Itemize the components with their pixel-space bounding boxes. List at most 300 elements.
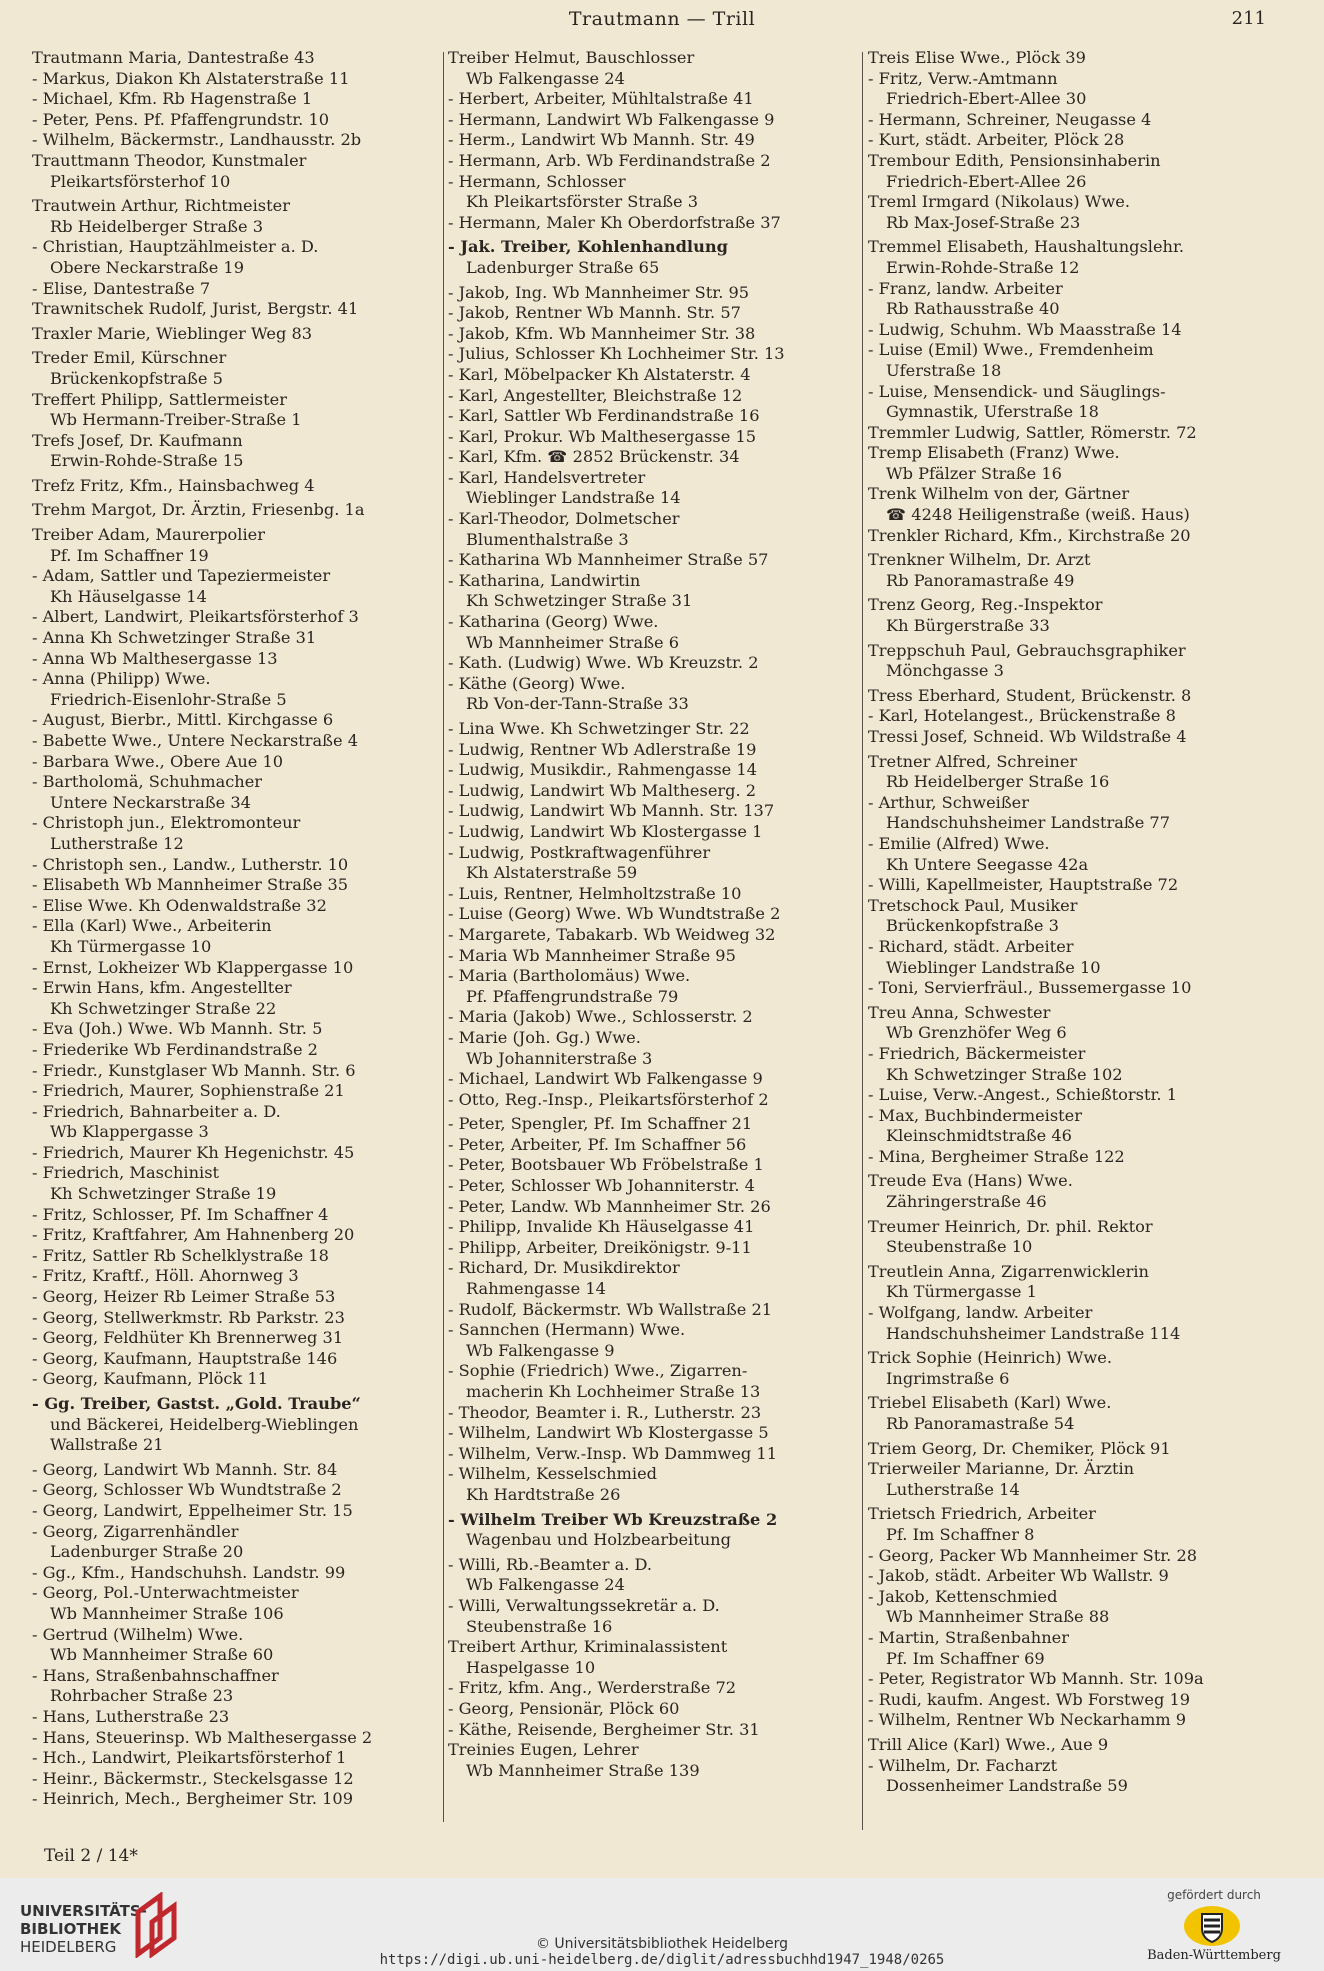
entry-continuation-line: Kh Untere Seegasse 42a — [886, 854, 1089, 874]
entry-continuation-line: Wb Hermann-Treiber-Straße 1 — [50, 410, 302, 430]
copyright-text: © Universitätsbibliothek Heidelberg — [535, 1936, 788, 1952]
entry-name-line: Treml Irmgard (Nikolaus) Wwe. — [868, 192, 1130, 212]
entry-name-line: - Ludwig, Postkraftwagenführer — [448, 842, 711, 862]
entry-name-line: - Kath. (Ludwig) Wwe. Wb Kreuzstr. 2 — [448, 653, 759, 673]
entry-name-line: Treiber Helmut, Bauschlosser — [448, 48, 695, 67]
directory-entry — [32, 752, 442, 773]
entry-name-line: - Wilhelm, Kesselschmied — [448, 1464, 658, 1484]
entry-name-line: - Wilhelm, Verw.-Insp. Wb Dammweg 11 — [448, 1443, 778, 1463]
entry-continuation-line: Lutherstraße 12 — [50, 833, 184, 853]
directory-entry — [448, 1464, 866, 1505]
viewer-footer — [0, 1878, 1324, 1971]
directory-entry — [868, 110, 1294, 131]
entry-name-line: - Toni, Servierfräul., Bussemergasse 10 — [868, 978, 1192, 998]
entry-name-line: Treude Eva (Hans) Wwe. — [868, 1171, 1073, 1191]
entry-name-line: Trierweiler Marianne, Dr. Ärztin — [868, 1459, 1135, 1479]
entry-continuation-line: Brückenkopfstraße 3 — [886, 916, 1059, 936]
directory-entry — [32, 978, 442, 1019]
entry-continuation-line: Wb Pfälzer Straße 16 — [886, 463, 1062, 483]
entry-continuation-line: Wb Falkengasse 9 — [466, 1340, 615, 1360]
entry-name-line: - Albert, Landwirt, Pleikartsförsterhof 3 — [32, 607, 359, 627]
directory-entry — [32, 875, 442, 896]
entry-continuation-line: Ingrimstraße 6 — [886, 1368, 1010, 1388]
entry-continuation-line: Zähringerstraße 46 — [886, 1192, 1047, 1212]
entry-name-line: - Georg, Landwirt Wb Mannh. Str. 84 — [32, 1459, 338, 1479]
entry-continuation-line: Wb Klappergasse 3 — [50, 1122, 209, 1142]
directory-entry — [32, 669, 442, 710]
directory-entry — [448, 884, 866, 905]
entry-name-line: - Fritz, kfm. Ang., Werderstraße 72 — [448, 1678, 737, 1698]
entry-name-line: Trautwein Arthur, Richtmeister — [32, 196, 290, 216]
directory-entry — [32, 1287, 442, 1308]
entry-continuation-line: Kh Hardtstraße 26 — [466, 1484, 621, 1504]
entry-continuation-line: Gymnastik, Uferstraße 18 — [886, 402, 1099, 422]
directory-entry — [448, 427, 866, 448]
directory-entry — [448, 1361, 866, 1402]
entry-name-line: - Georg, Kaufmann, Plöck 11 — [32, 1369, 268, 1389]
library-name-line: UNIVERSITÄTS- — [20, 1902, 147, 1920]
entry-name-line: Trenkler Richard, Kfm., Kirchstraße 20 — [868, 525, 1191, 545]
entry-continuation-line: Erwin-Rohde-Straße 15 — [50, 451, 244, 471]
directory-entry — [32, 279, 442, 300]
entry-continuation-line: Rb Heidelberger Straße 16 — [886, 772, 1110, 792]
entry-name-line: - Georg, Packer Wb Mannheimer Str. 28 — [868, 1545, 1198, 1565]
directory-entry — [448, 344, 866, 365]
directory-entry — [32, 1266, 442, 1287]
entry-name-line: - Georg, Landwirt, Eppelheimer Str. 15 — [32, 1500, 353, 1520]
directory-entry — [868, 1546, 1294, 1567]
entry-name-line: - Maria (Bartholomäus) Wwe. — [448, 966, 691, 986]
entry-continuation-line: Pleikartsförsterhof 10 — [50, 171, 231, 191]
entry-name-line: - Fritz, Kraftf., Höll. Ahornweg 3 — [32, 1266, 299, 1286]
entry-continuation-line: Friedrich-Eisenlohr-Straße 5 — [50, 689, 287, 709]
entry-name-line: - Georg, Pensionär, Plöck 60 — [448, 1698, 680, 1718]
directory-entry — [868, 550, 1294, 591]
directory-entry — [448, 1403, 866, 1424]
directory-entry — [448, 237, 866, 278]
entry-name-line: - Käthe (Georg) Wwe. — [448, 673, 626, 693]
entry-name-line: - Ludwig, Musikdir., Rahmengasse 14 — [448, 760, 758, 780]
entry-name-line: - Elise Wwe. Kh Odenwaldstraße 32 — [32, 895, 327, 915]
entry-name-line: - Hermann, Arb. Wb Ferdinandstraße 2 — [448, 150, 771, 170]
entry-continuation-line: Handschuhsheimer Landstraße 114 — [886, 1323, 1181, 1343]
entry-name-line: - Kurt, städt. Arbeiter, Plöck 28 — [868, 130, 1125, 150]
directory-entry — [32, 110, 442, 131]
entry-name-line: - Hermann, Maler Kh Oberdorfstraße 37 — [448, 212, 781, 232]
directory-entry — [448, 365, 866, 386]
directory-entry — [32, 1666, 442, 1707]
directory-entry — [32, 1522, 442, 1563]
directory-entry — [32, 896, 442, 917]
entry-continuation-line: Rb Rathausstraße 40 — [886, 299, 1060, 319]
directory-entry — [868, 706, 1294, 727]
directory-entry — [448, 1028, 866, 1069]
entry-name-line: Tremmel Elisabeth, Haushaltungslehr. — [868, 237, 1185, 257]
entry-name-line: - Elisabeth Wb Mannheimer Straße 35 — [32, 875, 349, 895]
entry-continuation-line: Kh Schwetzinger Straße 19 — [50, 1184, 277, 1204]
entry-name-line: - Gg. Treiber, Gastst. „Gold. Traube“ — [32, 1394, 361, 1413]
entry-name-line: Triebel Elisabeth (Karl) Wwe. — [868, 1393, 1112, 1413]
directory-entry — [32, 566, 442, 607]
entry-name-line: Tretschock Paul, Musiker — [868, 895, 1078, 915]
entry-name-line: Trefs Josef, Dr. Kaufmann — [32, 430, 243, 450]
directory-entry — [32, 1205, 442, 1226]
entry-name-line: - Karl, Handelsvertreter — [448, 467, 646, 487]
entry-name-line: - Georg, Zigarrenhändler — [32, 1521, 239, 1541]
directory-entry — [32, 649, 442, 670]
directory-entry — [868, 1085, 1294, 1106]
document-url[interactable]: https://digi.ub.uni-heidelberg.de/diglit/adressbuchhd1947_1948/0265 — [379, 1952, 945, 1968]
directory-entry — [448, 386, 866, 407]
directory-entry — [868, 151, 1294, 192]
entry-name-line: Trick Sophie (Heinrich) Wwe. — [868, 1348, 1112, 1368]
directory-entry — [448, 822, 866, 843]
directory-entry — [868, 1217, 1294, 1258]
entry-name-line: - Arthur, Schweißer — [868, 792, 1029, 812]
directory-entry — [868, 1262, 1294, 1303]
entry-name-line: - Jakob, Ing. Wb Mannheimer Str. 95 — [448, 282, 750, 302]
entry-continuation-line: Friedrich-Ebert-Allee 30 — [886, 89, 1087, 109]
entry-continuation-line: Wb Mannheimer Straße 6 — [466, 632, 680, 652]
directory-entry — [868, 192, 1294, 233]
entry-name-line: - Ludwig, Schuhm. Wb Maasstraße 14 — [868, 319, 1182, 339]
entry-name-line: - Georg, Schlosser Wb Wundtstraße 2 — [32, 1480, 342, 1500]
entry-name-line: - Friedrich, Maurer, Sophienstraße 21 — [32, 1081, 345, 1101]
entry-name-line: - Philipp, Arbeiter, Dreikönigstr. 9-11 — [448, 1237, 752, 1257]
entry-name-line: - Jakob, Kfm. Wb Mannheimer Str. 38 — [448, 323, 756, 343]
directory-entry — [448, 1510, 866, 1551]
directory-entry — [868, 340, 1294, 381]
entry-name-line: - Wilhelm, Rentner Wb Neckarhamm 9 — [868, 1710, 1187, 1730]
directory-entry — [868, 1628, 1294, 1669]
entry-name-line: - Wilhelm Treiber Wb Kreuzstraße 2 — [448, 1509, 778, 1529]
entry-name-line: - Mina, Bergheimer Straße 122 — [868, 1146, 1125, 1166]
directory-entry — [448, 130, 866, 151]
directory-entry — [32, 1081, 442, 1102]
directory-entry — [32, 476, 442, 497]
entry-continuation-line: Rohrbacher Straße 23 — [50, 1686, 234, 1706]
entry-name-line: - Theodor, Beamter i. R., Lutherstr. 23 — [448, 1402, 762, 1422]
directory-entry — [448, 571, 866, 612]
entry-continuation-line: Wb Mannheimer Straße 88 — [886, 1607, 1110, 1627]
directory-entry — [868, 595, 1294, 636]
directory-entry — [868, 1504, 1294, 1545]
directory-entry — [32, 525, 442, 566]
directory-entry — [32, 1246, 442, 1267]
directory-entry — [868, 1044, 1294, 1085]
entry-continuation-line: macherin Kh Lochheimer Straße 13 — [466, 1382, 761, 1401]
directory-entry — [32, 628, 442, 649]
directory-entry — [868, 875, 1294, 896]
directory-entry — [868, 1393, 1294, 1434]
page-header — [0, 6, 1324, 34]
entry-name-line: - Anna Kh Schwetzinger Straße 31 — [32, 628, 317, 648]
entry-name-line: - Georg, Feldhüter Kh Brennerweg 31 — [32, 1328, 344, 1348]
entry-name-line: - Gertrud (Wilhelm) Wwe. — [32, 1624, 244, 1644]
entry-name-line: - Christoph sen., Landw., Lutherstr. 10 — [32, 854, 349, 874]
entry-name-line: Tress Eberhard, Student, Brückenstr. 8 — [868, 685, 1192, 705]
directory-entry — [448, 89, 866, 110]
directory-entry — [448, 48, 866, 89]
entry-name-line: Trenk Wilhelm von der, Gärtner — [868, 484, 1130, 504]
directory-entry — [868, 1690, 1294, 1711]
directory-entry — [32, 1040, 442, 1061]
entry-name-line: - Luis, Rentner, Helmholtzstraße 10 — [448, 883, 742, 903]
directory-entry — [448, 1720, 866, 1741]
entry-name-line: - Peter, Registrator Wb Mannh. Str. 109a — [868, 1669, 1204, 1689]
entry-continuation-line: Rb Panoramastraße 54 — [886, 1414, 1075, 1433]
directory-entry — [32, 1563, 442, 1584]
entry-name-line: Treinies Eugen, Lehrer — [448, 1740, 639, 1760]
directory-entry — [32, 1728, 442, 1749]
entry-name-line: - Karl-Theodor, Dolmetscher — [448, 509, 680, 529]
entry-name-line: - Hans, Straßenbahnschaffner — [32, 1665, 279, 1685]
entry-name-line: - Friedrich, Bäckermeister — [868, 1043, 1086, 1063]
directory-entry — [868, 896, 1294, 937]
baden-wuerttemberg-seal-icon — [1182, 1904, 1242, 1952]
entry-continuation-line: Kh Türmergasse 1 — [886, 1282, 1037, 1302]
entry-name-line: Trenz Georg, Reg.-Inspektor — [868, 595, 1103, 615]
directory-entry — [32, 1102, 442, 1143]
directory-entry — [32, 1328, 442, 1349]
library-name-line: BIBLIOTHEK — [20, 1920, 121, 1938]
directory-entry — [448, 760, 866, 781]
entry-continuation-line: Brückenkopfstraße 5 — [50, 368, 223, 388]
directory-entry — [448, 1678, 866, 1699]
entry-name-line: - Hermann, Schlosser — [448, 171, 626, 191]
directory-entry — [868, 1003, 1294, 1044]
column-divider — [862, 52, 863, 1830]
directory-entry — [448, 324, 866, 345]
entry-name-line: - Sannchen (Hermann) Wwe. — [448, 1320, 686, 1340]
directory-entry — [32, 731, 442, 752]
directory-entry — [32, 1061, 442, 1082]
entry-name-line: - Philipp, Invalide Kh Häuselgasse 41 — [448, 1217, 755, 1237]
directory-entry — [868, 1669, 1294, 1690]
directory-entry — [32, 1308, 442, 1329]
directory-entry — [448, 1740, 866, 1781]
entry-continuation-line: Blumenthalstraße 3 — [466, 529, 629, 549]
entry-name-line: Treumer Heinrich, Dr. phil. Rektor — [868, 1216, 1153, 1236]
entry-continuation-line: Uferstraße 18 — [886, 360, 1002, 380]
directory-entry — [448, 406, 866, 427]
entry-name-line: Tremp Elisabeth (Franz) Wwe. — [868, 443, 1120, 463]
running-title: Trautmann — Trill — [568, 8, 756, 30]
state-label: Baden-Württemberg — [1147, 1948, 1281, 1963]
entry-name-line: - Emilie (Alfred) Wwe. — [868, 833, 1050, 853]
directory-entry — [448, 303, 866, 324]
entry-name-line: Treis Elise Wwe., Plöck 39 — [868, 48, 1086, 67]
entry-name-line: - Eva (Joh.) Wwe. Wb Mannh. Str. 5 — [32, 1019, 323, 1039]
directory-entry — [868, 130, 1294, 151]
directory-entry — [448, 550, 866, 571]
entry-name-line: - Christian, Hauptzählmeister a. D. — [32, 237, 319, 257]
directory-entry — [448, 1069, 866, 1090]
directory-entry — [868, 1735, 1294, 1756]
directory-entry — [448, 468, 866, 509]
entry-name-line: - Friedrich, Maurer Kh Hegenichstr. 45 — [32, 1142, 355, 1162]
entry-name-line: - Ludwig, Landwirt Wb Mannh. Str. 137 — [448, 801, 775, 821]
directory-entry — [448, 1555, 866, 1596]
directory-entry — [448, 1135, 866, 1156]
entry-name-line: - Hch., Landwirt, Pleikartsförsterhof 1 — [32, 1748, 347, 1768]
directory-entry — [448, 447, 866, 468]
directory-entry — [448, 1637, 866, 1678]
entry-name-line: - Friedr., Kunstglaser Wb Mannh. Str. 6 — [32, 1060, 356, 1080]
entry-name-line: - Maria (Jakob) Wwe., Schlosserstr. 2 — [448, 1007, 753, 1027]
entry-continuation-line: Haspelgasse 10 — [466, 1657, 596, 1677]
entry-continuation-line: Kh Häuselgasse 14 — [50, 586, 207, 606]
directory-entry — [868, 686, 1294, 707]
column-1 — [32, 48, 442, 1810]
directory-entry — [868, 1756, 1294, 1797]
directory-entry — [448, 740, 866, 761]
directory-entry — [448, 1300, 866, 1321]
directory-entry — [32, 1501, 442, 1522]
directory-entry — [448, 110, 866, 131]
directory-entry — [448, 509, 866, 550]
entry-continuation-line: Wallstraße 21 — [50, 1435, 164, 1455]
entry-name-line: Tressi Josef, Schneid. Wb Wildstraße 4 — [868, 727, 1187, 746]
directory-entry — [868, 752, 1294, 793]
directory-entry — [32, 1019, 442, 1040]
directory-entry — [32, 1369, 442, 1390]
entry-name-line: - Hans, Steuerinsp. Wb Malthesergasse 2 — [32, 1727, 373, 1747]
entry-name-line: Treppschuh Paul, Gebrauchsgraphiker — [868, 640, 1186, 660]
directory-entry — [868, 641, 1294, 682]
entry-name-line: - Willi, Verwaltungssekretär a. D. — [448, 1595, 720, 1615]
directory-entry — [32, 1394, 442, 1456]
entry-name-line: - Marie (Joh. Gg.) Wwe. — [448, 1027, 641, 1047]
directory-entry — [448, 612, 866, 653]
directory-entry — [448, 674, 866, 715]
directory-entry — [448, 1176, 866, 1197]
entry-name-line: - Luise (Georg) Wwe. Wb Wundtstraße 2 — [448, 904, 781, 924]
entry-name-line: - Erwin Hans, kfm. Angestellter — [32, 978, 292, 998]
directory-entry — [32, 151, 442, 192]
entry-name-line: - Jakob, städt. Arbeiter Wb Wallstr. 9 — [868, 1566, 1169, 1586]
entry-name-line: - Karl, Möbelpacker Kh Alstaterstr. 4 — [448, 364, 751, 384]
entry-name-line: - Julius, Schlosser Kh Lochheimer Str. 13 — [448, 344, 785, 364]
directory-entry — [32, 237, 442, 278]
entry-name-line: Trembour Edith, Pensionsinhaberin — [868, 150, 1161, 170]
entry-name-line: - Wilhelm, Bäckermstr., Landhausstr. 2b — [32, 130, 362, 150]
entry-name-line: - Wilhelm, Landwirt Wb Klostergasse 5 — [448, 1423, 769, 1443]
entry-continuation-line: Erwin-Rohde-Straße 12 — [886, 257, 1080, 277]
entry-name-line: - Wilhelm, Dr. Facharzt — [868, 1755, 1058, 1775]
entry-name-line: - Bartholomä, Schuhmacher — [32, 772, 263, 792]
entry-name-line: - Georg, Pol.-Unterwachtmeister — [32, 1583, 299, 1603]
entry-name-line: Treder Emil, Kürschner — [32, 348, 227, 368]
entry-continuation-line: Steubenstraße 16 — [466, 1616, 613, 1636]
entry-name-line: - Hermann, Schreiner, Neugasse 4 — [868, 109, 1152, 129]
directory-entry — [448, 1197, 866, 1218]
entry-continuation-line: Pf. Im Schaffner 8 — [886, 1524, 1035, 1544]
entry-continuation-line: Steubenstraße 10 — [886, 1237, 1033, 1257]
directory-entry — [32, 1460, 442, 1481]
entry-continuation-line: Rb Panoramastraße 49 — [886, 570, 1075, 590]
directory-entry — [868, 443, 1294, 484]
directory-entry — [448, 1114, 866, 1135]
entry-continuation-line: Friedrich-Ebert-Allee 26 — [886, 171, 1087, 191]
directory-entry — [868, 484, 1294, 525]
directory-entry — [32, 69, 442, 90]
directory-entry — [32, 1349, 442, 1370]
directory-entry — [868, 727, 1294, 748]
entry-continuation-line: ☎ 4248 Heiligenstraße (weiß. Haus) — [886, 505, 1190, 525]
entry-name-line: - Friederike Wb Ferdinandstraße 2 — [32, 1039, 318, 1059]
entry-continuation-line: Kh Schwetzinger Straße 102 — [886, 1064, 1123, 1084]
directory-entry — [448, 781, 866, 802]
directory-entry — [32, 772, 442, 813]
directory-entry — [32, 710, 442, 731]
entry-name-line: - Margarete, Tabakarb. Wb Weidweg 32 — [448, 924, 776, 944]
entry-name-line: - Peter, Spengler, Pf. Im Schaffner 21 — [448, 1114, 753, 1134]
entry-name-line: - Karl, Sattler Wb Ferdinandstraße 16 — [448, 406, 760, 426]
entry-name-line: - Adam, Sattler und Tapeziermeister — [32, 566, 331, 586]
entry-name-line: Triem Georg, Dr. Chemiker, Plöck 91 — [868, 1438, 1171, 1458]
directory-entry — [448, 1423, 866, 1444]
entry-continuation-line: Wb Mannheimer Straße 60 — [50, 1645, 274, 1665]
entry-name-line: - Max, Buchbindermeister — [868, 1105, 1082, 1125]
directory-entry — [32, 607, 442, 628]
directory-entry — [868, 423, 1294, 444]
entry-continuation-line: Ladenburger Straße 20 — [50, 1542, 244, 1562]
entry-name-line: - Fritz, Sattler Rb Schelklystraße 18 — [32, 1245, 329, 1265]
directory-entry — [32, 813, 442, 854]
entry-name-line: - Peter, Bootsbauer Wb Fröbelstraße 1 — [448, 1155, 764, 1175]
entry-name-line: - Willi, Kapellmeister, Hauptstraße 72 — [868, 875, 1179, 895]
entry-name-line: - Peter, Schlosser Wb Johanniterstr. 4 — [448, 1176, 755, 1196]
entry-name-line: - Jak. Treiber, Kohlenhandlung — [448, 237, 728, 257]
directory-entry — [32, 299, 442, 320]
column-3 — [868, 48, 1294, 1797]
directory-entry — [448, 1258, 866, 1299]
directory-entry — [868, 978, 1294, 999]
directory-entry — [868, 279, 1294, 320]
directory-entry — [448, 1007, 866, 1028]
entry-name-line: - Michael, Kfm. Rb Hagenstraße 1 — [32, 89, 313, 109]
entry-name-line: - Katharina (Georg) Wwe. — [448, 612, 659, 632]
directory-entry — [448, 843, 866, 884]
entry-name-line: Treiber Adam, Maurerpolier — [32, 525, 265, 545]
entry-continuation-line: Kh Bürgerstraße 33 — [886, 616, 1050, 636]
directory-entry — [32, 48, 442, 69]
entry-name-line: - Michael, Landwirt Wb Falkengasse 9 — [448, 1069, 763, 1089]
entry-name-line: - Wolfgang, landw. Arbeiter — [868, 1303, 1093, 1323]
entry-name-line: - Luise, Mensendick- und Säuglings- — [868, 381, 1166, 401]
entry-name-line: - Ludwig, Landwirt Wb Maltheserg. 2 — [448, 780, 757, 800]
entry-name-line: - Sophie (Friedrich) Wwe., Zigarren- — [448, 1361, 748, 1381]
column-2 — [448, 48, 866, 1781]
entry-continuation-line: und Bäckerei, Heidelberg-Wieblingen — [50, 1414, 359, 1434]
directory-entry — [448, 1217, 866, 1238]
directory-entry — [448, 801, 866, 822]
entry-name-line: - Richard, Dr. Musikdirektor — [448, 1258, 680, 1278]
entry-name-line: Trenkner Wilhelm, Dr. Arzt — [868, 550, 1091, 570]
directory-entry — [868, 320, 1294, 341]
directory-entry — [448, 1155, 866, 1176]
directory-entry — [868, 237, 1294, 278]
entry-continuation-line: Pf. Im Schaffner 19 — [50, 545, 209, 565]
directory-entry — [448, 172, 866, 213]
entry-continuation-line: Rahmengasse 14 — [466, 1279, 606, 1299]
directory-entry — [32, 1769, 442, 1790]
entry-name-line: Traxler Marie, Wieblinger Weg 83 — [32, 323, 313, 343]
entry-name-line: - Richard, städt. Arbeiter — [868, 936, 1074, 956]
entry-name-line: - Peter, Pens. Pf. Pfaffengrundstr. 10 — [32, 109, 330, 129]
entry-continuation-line: Wb Mannheimer Straße 139 — [466, 1760, 700, 1780]
